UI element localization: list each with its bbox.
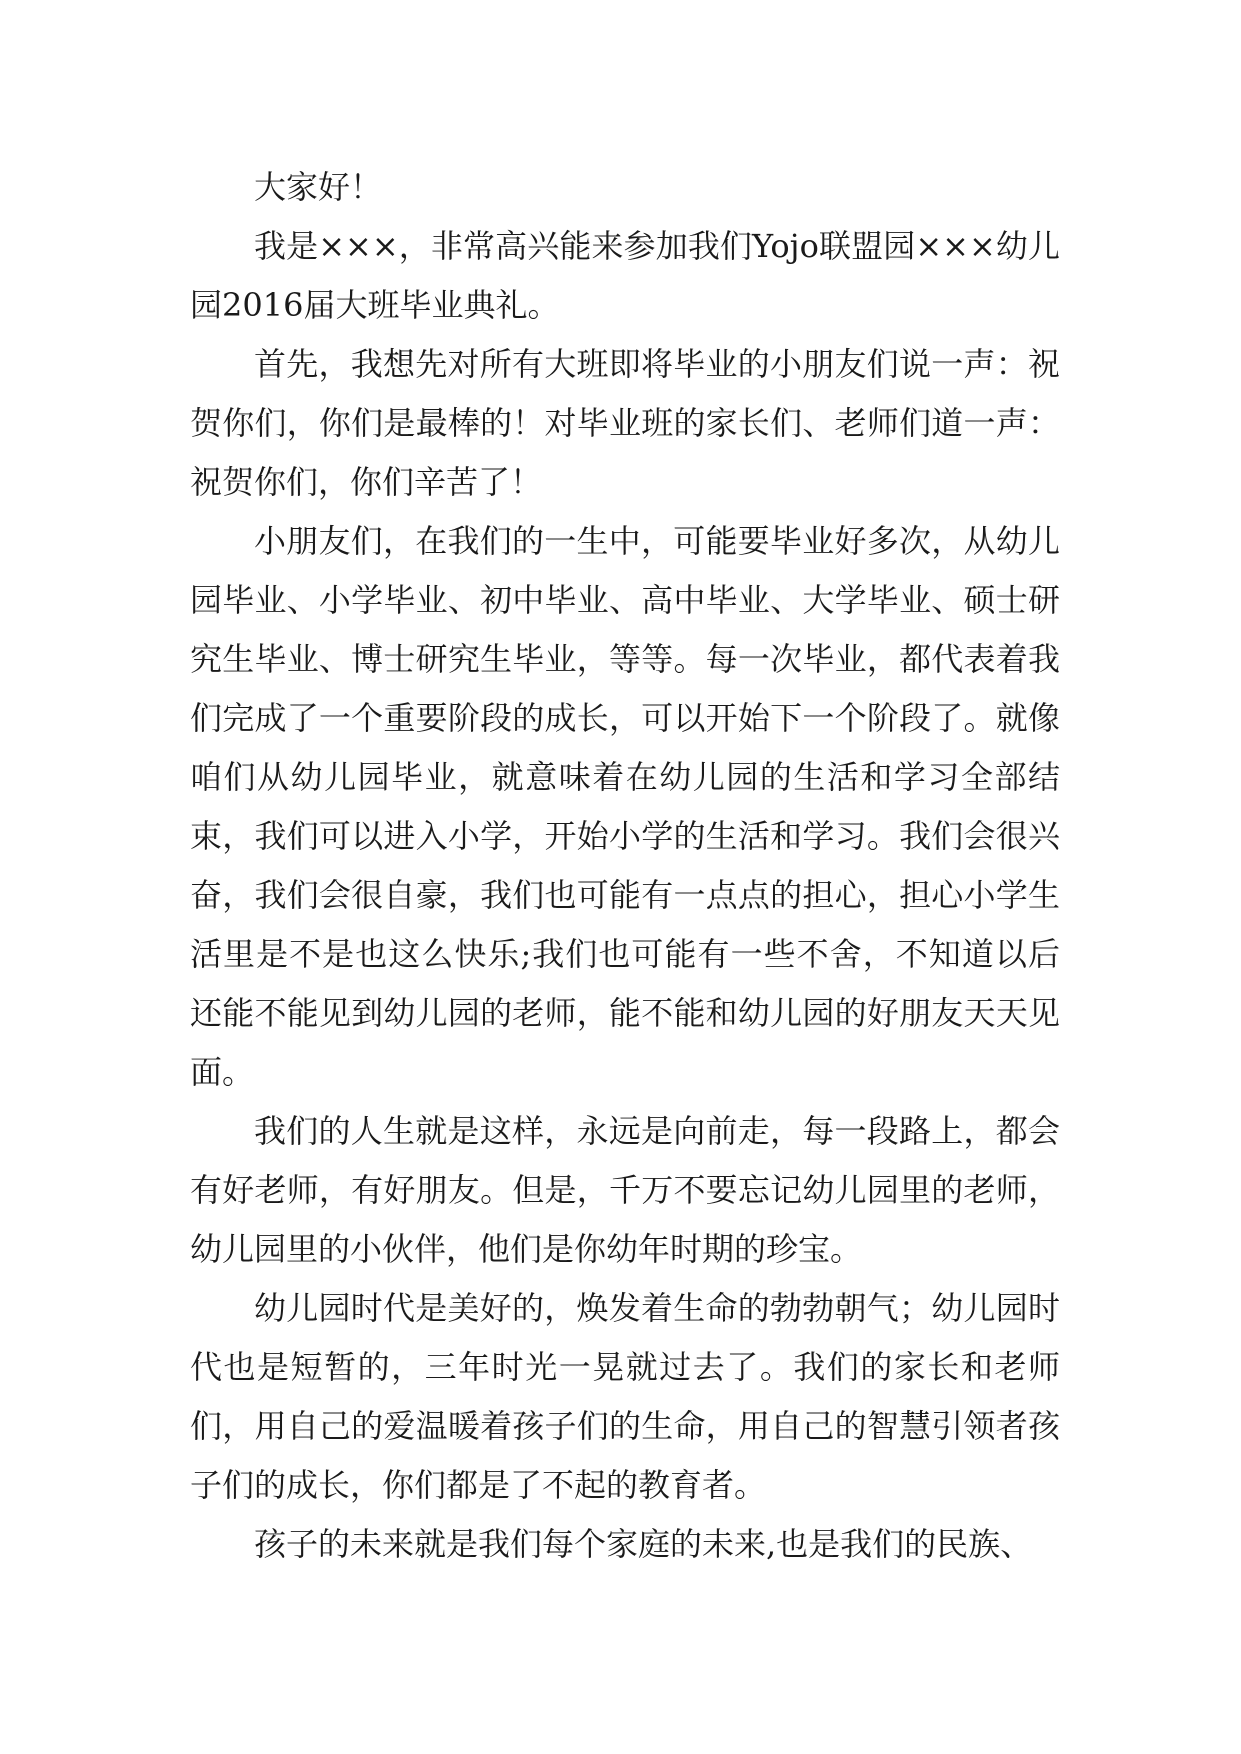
paragraph-introduction: 我是×××，非常高兴能来参加我们Yojo联盟园×××幼儿园2016届大班毕业典礼。 — [190, 227, 1060, 324]
paragraph-congratulations: 首先，我想先对所有大班即将毕业的小朋友们说一声：祝贺你们，你们是最棒的！对毕业班的家长们、老师们道一声：祝贺你们，你们辛苦了！ — [190, 345, 1060, 501]
paragraph-kindergarten-era: 幼儿园时代是美好的，焕发着生命的勃勃朝气；幼儿园时代也是短暂的，三年时光一晃就过去了。我们的家长和老师们，用自己的爱温暖着孩子们的生命，用自己的智慧引领者孩子们的成长，你们都是了不起的教育者。 — [190, 1289, 1060, 1504]
document-page — [190, 158, 1060, 1574]
paragraph-greeting: 大家好！ — [254, 168, 383, 206]
paragraph-graduation-stages: 小朋友们，在我们的一生中，可能要毕业好多次，从幼儿园毕业、小学毕业、初中毕业、高中毕业、大学毕业、硕士研究生毕业、博士研究生毕业，等等。每一次毕业，都代表着我们完成了一个重要阶段的成长，可以开始下一个阶段了。就像咱们从幼儿园毕业，就意味着在幼儿园的生活和学习全部结束，我们可以进入小学，开始小学的生活和学习。我们会很兴奋，我们会很自豪，我们也可能有一点点的担心，担心小学生活里是不是也这么快乐;我们也可能有一些不舍，不知道以后还能不能见到幼儿园的老师，能不能和幼儿园的好朋友天天见面。 — [190, 522, 1060, 1091]
paragraph-future: 孩子的未来就是我们每个家庭的未来,也是我们的民族、 — [254, 1525, 1033, 1563]
paragraph-life-journey: 我们的人生就是这样，永远是向前走，每一段路上，都会有好老师，有好朋友。但是，千万不要忘记幼儿园里的老师，幼儿园里的小伙伴，他们是你幼年时期的珍宝。 — [190, 1112, 1060, 1268]
